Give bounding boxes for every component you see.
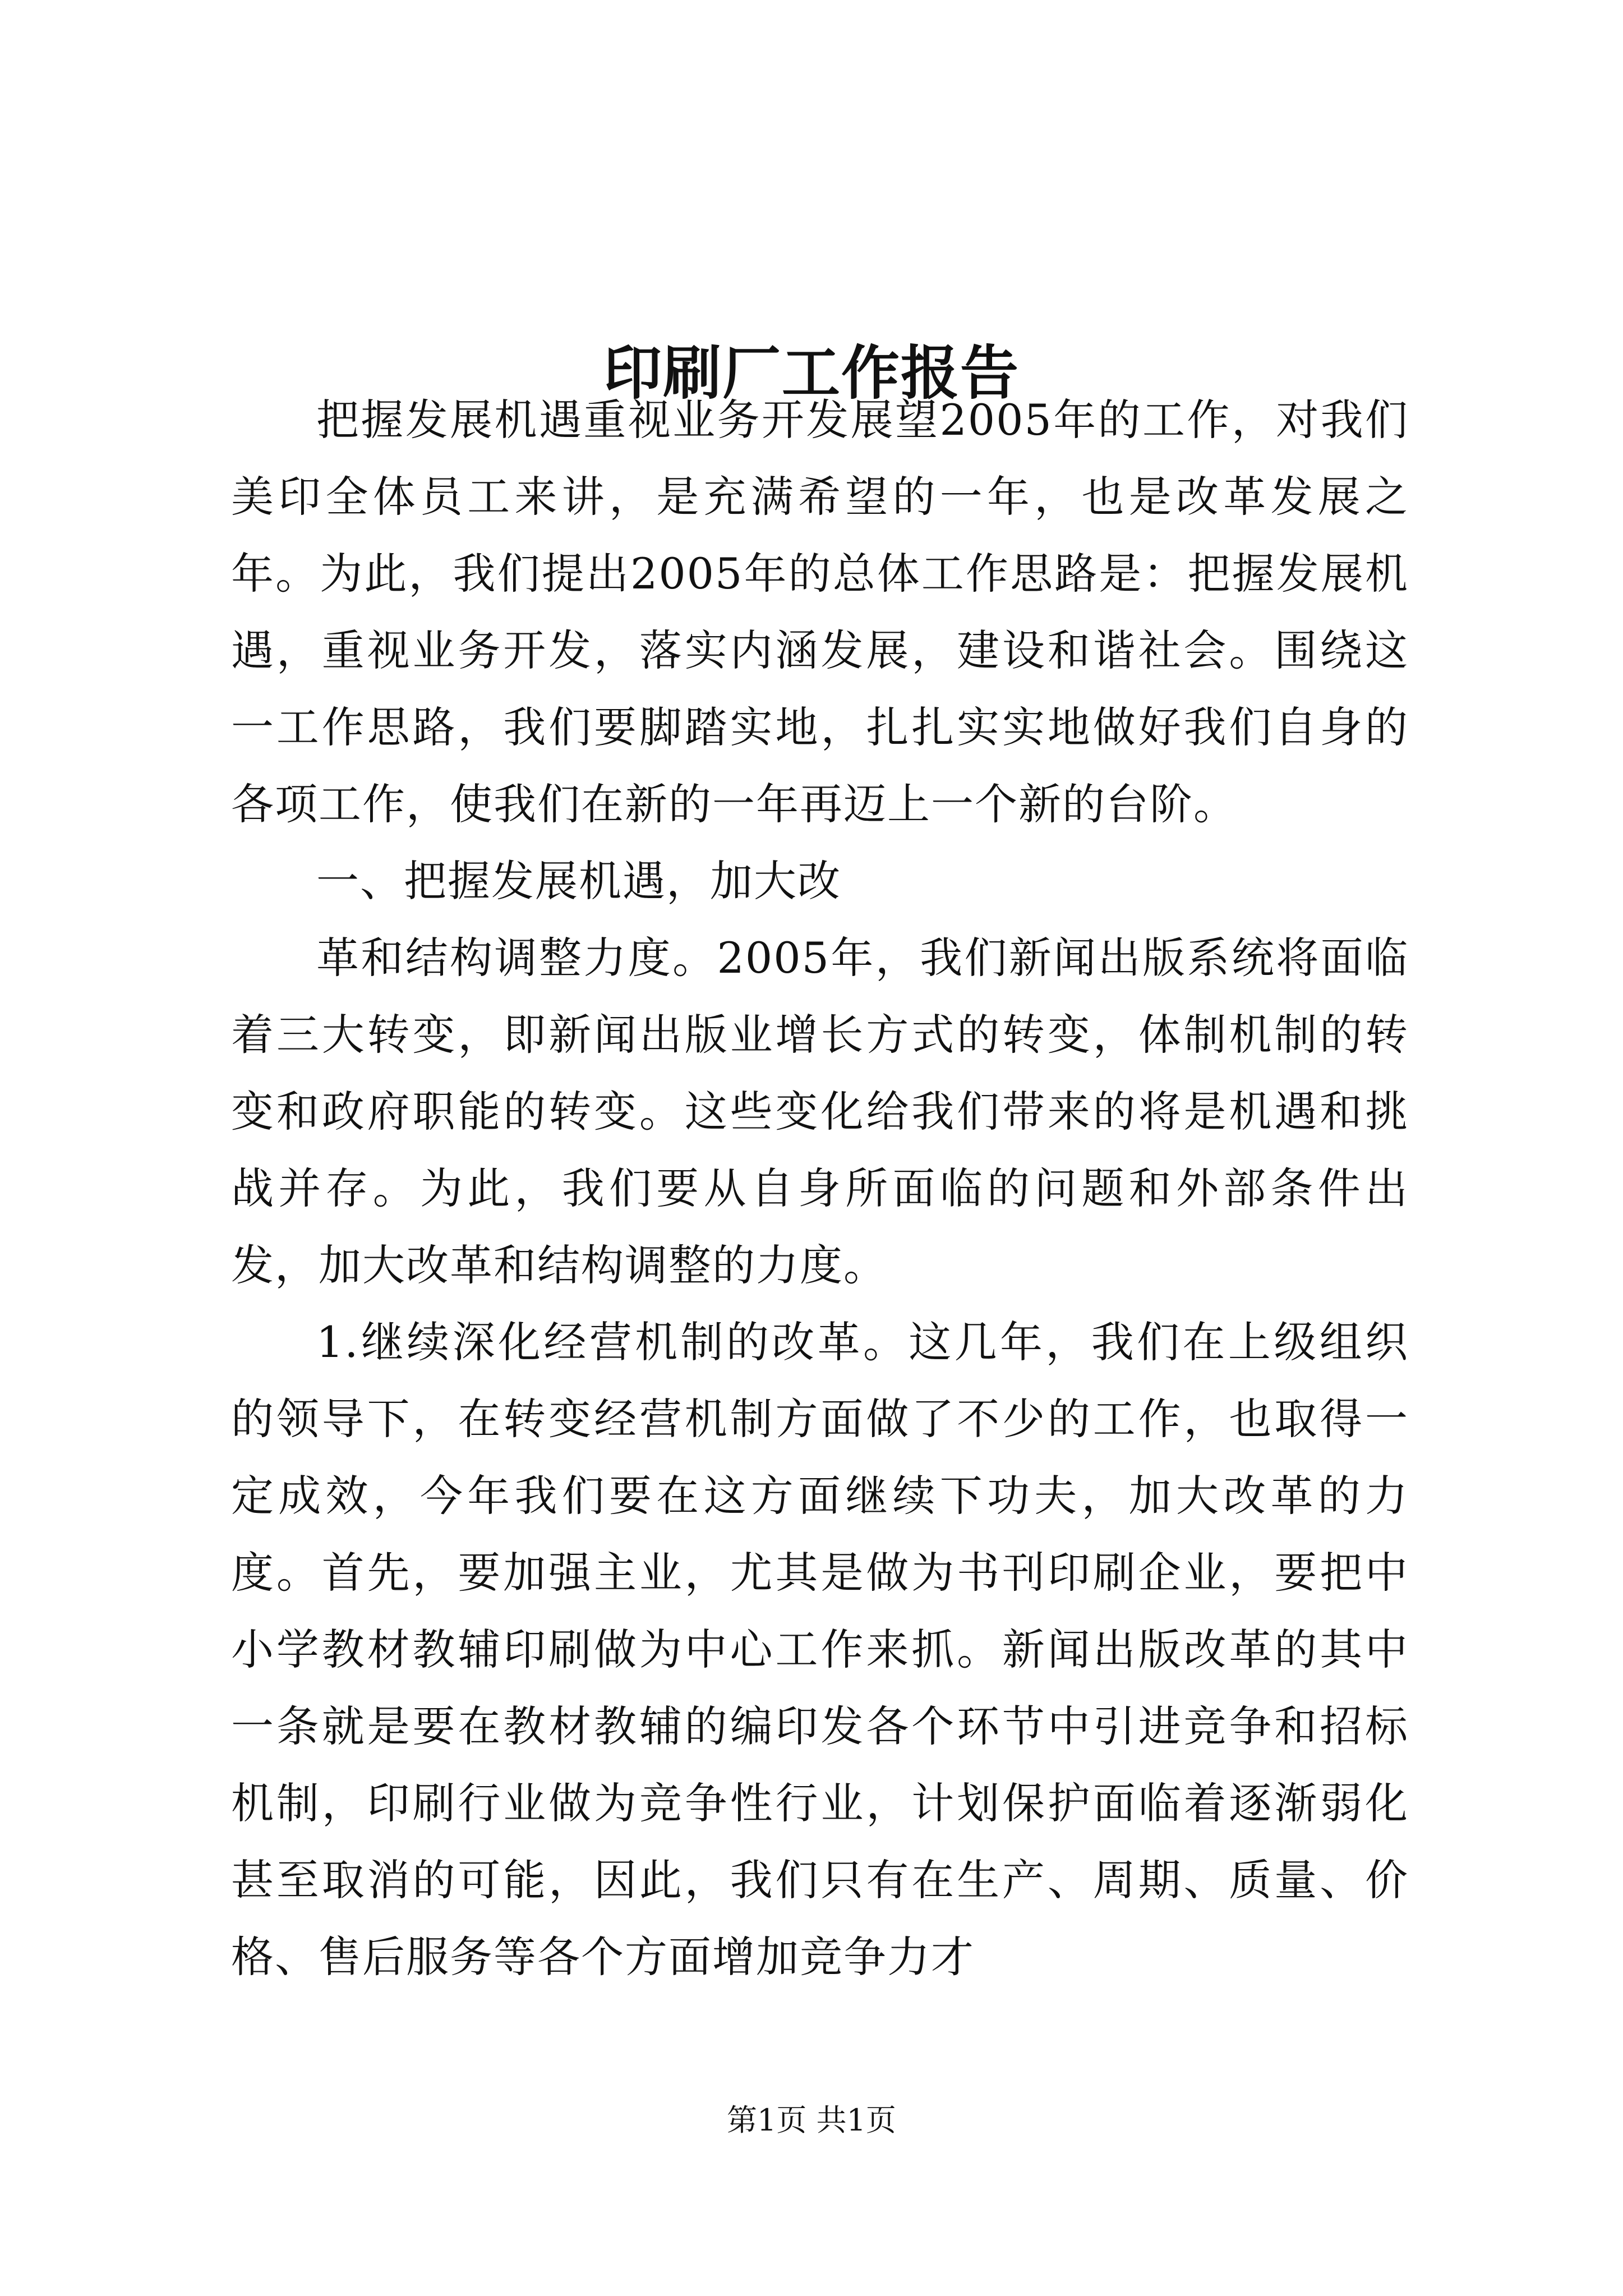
- section-heading-1: 一、把握发展机遇，加大改: [316, 856, 841, 906]
- document-title: 印刷厂工作报告: [603, 338, 1020, 407]
- paragraph-reform: 革和结构调整力度。2005年，我们新闻出版系统将面临着三大转变，即新闻出版业增长方式的转变，体制机制的转变和政府职能的转变。这些变化给我们带来的将是机遇和挑战并存。为此，我们要从自身所面临的问题和外部条件出发，加大改革和结构调整的力度。: [231, 933, 1409, 1290]
- paragraph-item-1: 1.继续深化经营机制的改革。这几年，我们在上级组织的领导下，在转变经营机制方面做了不少的工作，也取得一定成效，今年我们要在这方面继续下功夫，加大改革的力度。首先，要加强主业，尤其是做为书刊印刷企业，要把中小学教材教辅印刷做为中心工作来抓。新闻出版改革的其中一条就是要在教材教辅的编印发各个环节中引进竞争和招标机制，印刷行业做为竞争性行业，计划保护面临着逐渐弱化甚至取消的可能，因此，我们只有在生产、周期、质量、价格、售后服务等各个方面增加竞争力才: [231, 1317, 1409, 1982]
- document-body: [231, 381, 1409, 1995]
- page-footer: 第1页 共1页: [727, 2102, 896, 2138]
- paragraph-intro: 把握发展机遇重视业务开发展望2005年的工作，对我们美印全体员工来讲，是充满希望的一年，也是改革发展之年。为此，我们提出2005年的总体工作思路是：把握发展机遇，重视业务开发，落实内涵发展，建设和谐社会。围绕这一工作思路，我们要脚踏实地，扎扎实实地做好我们自身的各项工作，使我们在新的一年再迈上一个新的台阶。: [231, 395, 1409, 829]
